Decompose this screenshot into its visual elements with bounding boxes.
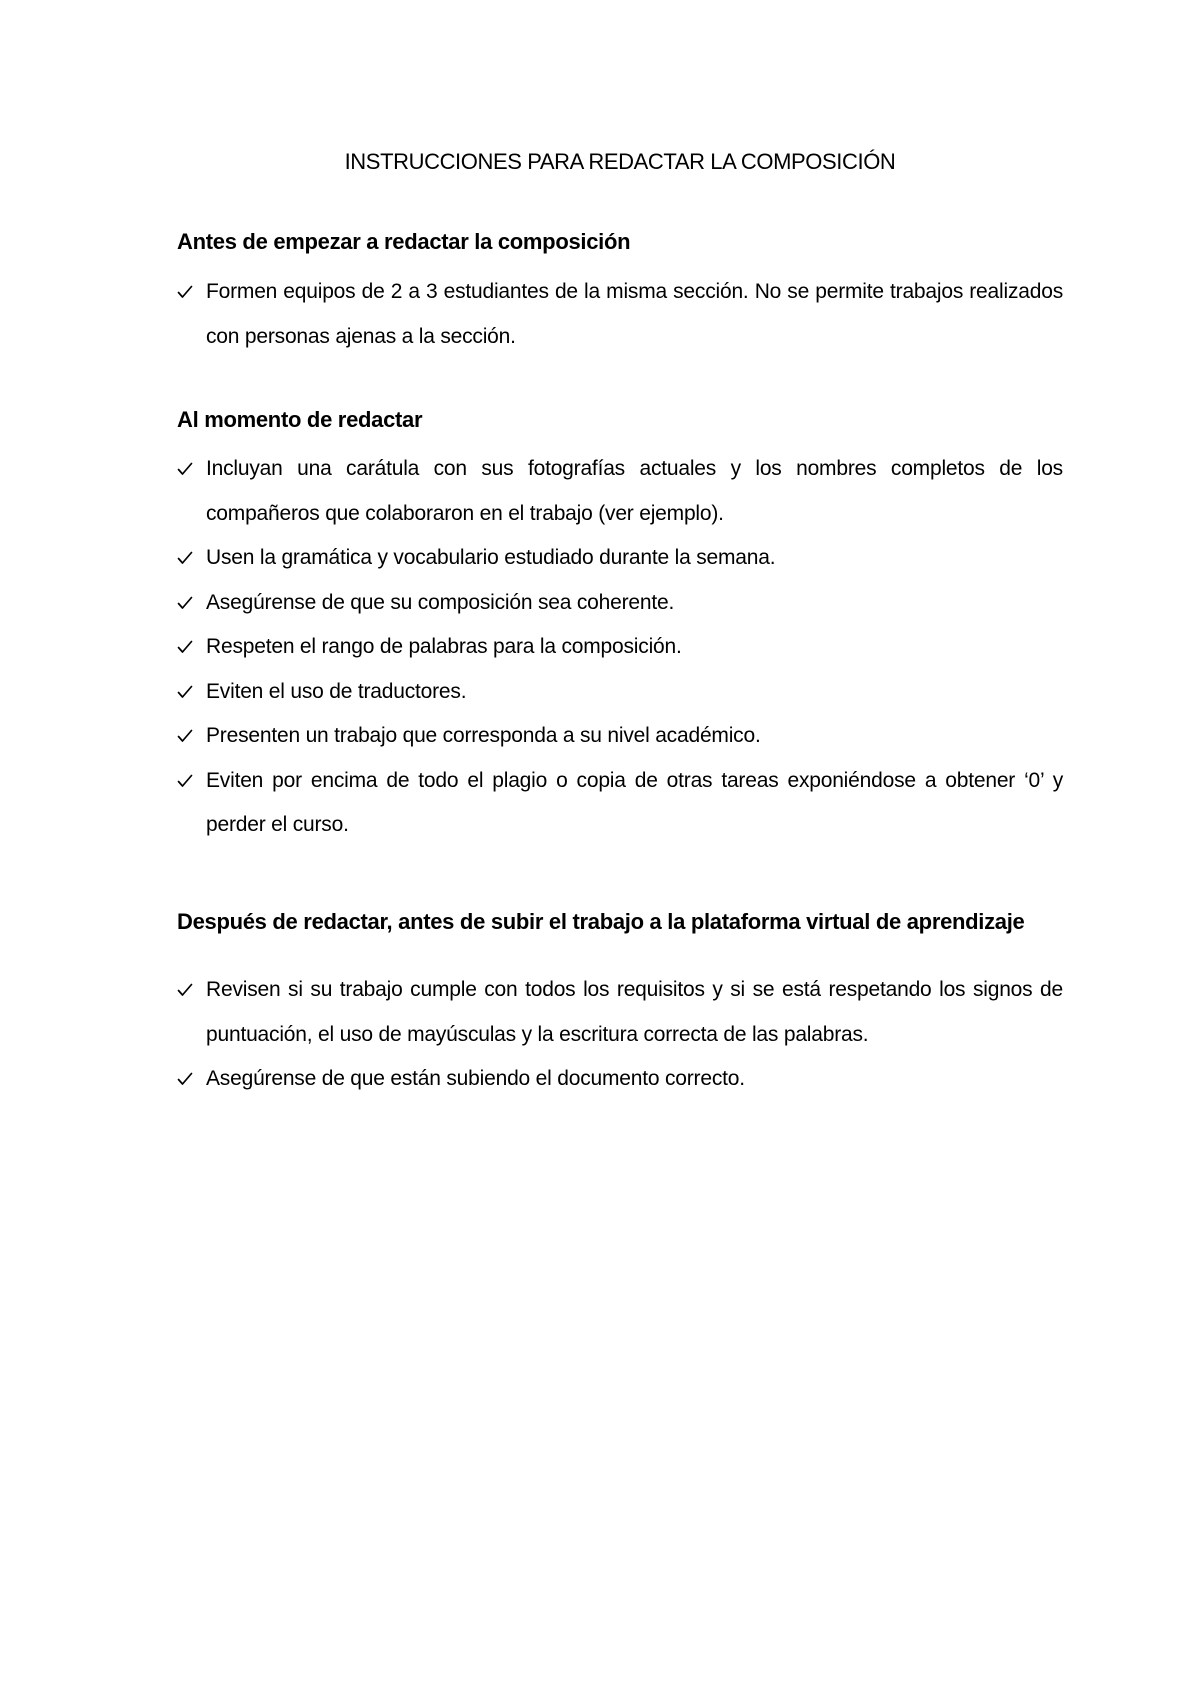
checklist-item-text: Eviten el uso de traductores. — [206, 679, 467, 703]
checklist-item — [177, 714, 1063, 759]
checkmark-icon — [177, 270, 199, 314]
checkmark-icon — [177, 670, 199, 714]
section-heading: Después de redactar, antes de subir el trabajo a la plataforma virtual de aprendizaje — [177, 909, 1025, 934]
checkmark-icon — [177, 759, 199, 803]
checklist-item — [177, 447, 1063, 536]
checkmark-icon — [177, 536, 199, 580]
checklist-item — [177, 670, 1063, 715]
checklist-item-text: Usen la gramática y vocabulario estudiado durante la semana. — [206, 546, 776, 569]
checklist-item — [177, 581, 1063, 626]
checklist-item-text: Formen equipos de 2 a 3 estudiantes de la misma sección. No se permite trabajos realizados con personas ajenas a la sección. — [206, 280, 1063, 348]
section-before-writing — [177, 228, 1063, 359]
checklist-item-text: Revisen si su trabajo cumple con todos los requisitos y si se está respetando los signos de puntuación, el uso de mayúsculas y la escritura correcta de las palabras. — [206, 978, 1063, 1046]
checklist-item-text: Asegúrense de que están subiendo el documento correcto. — [206, 1067, 745, 1090]
checklist-item-text: Presenten un trabajo que corresponda a su nivel académico. — [206, 724, 761, 747]
checklist-item — [177, 270, 1063, 359]
checkmark-icon — [177, 714, 199, 758]
checkmark-icon — [177, 625, 199, 669]
checklist-item — [177, 759, 1063, 848]
checkmark-icon — [177, 968, 199, 1012]
section-after-writing — [177, 908, 1063, 1102]
checklist-item — [177, 536, 1063, 581]
checklist-item-text: Respeten el rango de palabras para la composición. — [206, 635, 682, 658]
checklist-item-text: Incluyan una carátula con sus fotografías actuales y los nombres completos de los compañeros que colaboraron en el trabajo (ver ejemplo). — [206, 457, 1063, 525]
checklist-item — [177, 625, 1063, 670]
checklist-item-text: Asegúrense de que su composición sea coherente. — [206, 590, 675, 614]
checklist-item — [177, 968, 1063, 1057]
checkmark-icon — [177, 1057, 199, 1101]
section-heading: Al momento de redactar — [177, 407, 423, 432]
checklist-item-text: Eviten por encima de todo el plagio o copia de otras tareas exponiéndose a obtener ‘0’ y perder el curso. — [206, 768, 1063, 836]
checklist — [177, 270, 1063, 359]
checklist — [177, 447, 1063, 848]
section-while-writing — [177, 406, 1063, 848]
checkmark-icon — [177, 447, 199, 491]
checklist — [177, 968, 1063, 1102]
checklist-item — [177, 1057, 1063, 1102]
document-title: INSTRUCCIONES PARA REDACTAR LA COMPOSICIÓN — [344, 149, 896, 174]
section-heading: Antes de empezar a redactar la composición — [177, 229, 631, 254]
checkmark-icon — [177, 581, 199, 625]
